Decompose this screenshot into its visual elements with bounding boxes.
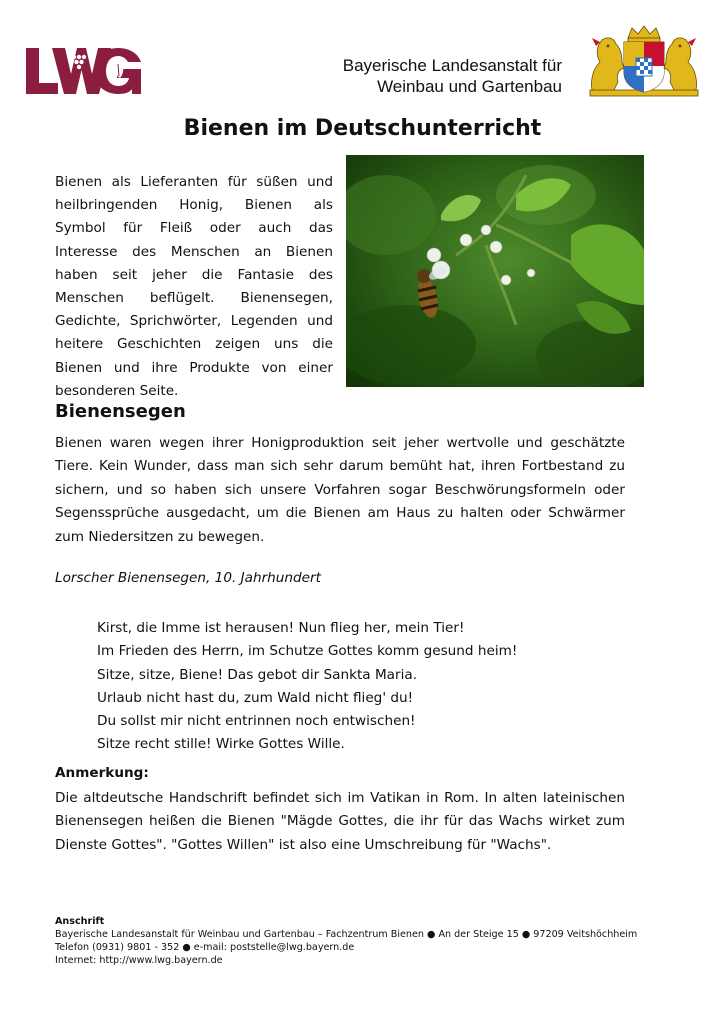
poem-line: Sitze, sitze, Biene! Das gebot dir Sankta Maria.	[97, 666, 418, 683]
footer-internet-line: Internet: http://www.lwg.bayern.de	[55, 955, 223, 966]
section-paragraph: Bienen waren wegen ihrer Honigproduktion seit jeher wertvolle und geschätzte Tiere. Kein Wunder, dass man sich sehr darum bemüht hat, ihren Fortbestand zu sichern, und so haben sich unsere Vorfahren sogar Beschwörungsformeln oder Segenssprüche ausgedacht, um die Bienen am Haus zu halten oder Schwärmer zum Niedersitzen zu bewegen.	[55, 435, 625, 545]
section-heading: Bienensegen	[55, 401, 186, 422]
poem-source: Lorscher Bienensegen, 10. Jahrhundert	[55, 570, 321, 586]
institution-name	[343, 55, 562, 97]
footer-address	[55, 915, 637, 967]
note-paragraph: Die altdeutsche Handschrift befindet sich im Vatikan in Rom. In alten lateinischen Bienensegen heißen die Bienen "Mägde Gottes, die ihr für das Wachs wirket zum Dienste Gottes". "Gottes Willen" ist also eine Umschreibung für "Wachs".	[55, 790, 625, 853]
institution-line-1: Bayerische Landesanstalt für	[342, 56, 562, 75]
institution-line-2: Weinbau und Gartenbau	[377, 77, 562, 96]
footer-address-line: Bayerische Landesanstalt für Weinbau und Gartenbau – Fachzentrum Bienen ● An der Steige 15 ● 97209 Veitshöchheim	[55, 929, 638, 940]
intro-paragraph: Bienen als Lieferanten für süßen und heilbringenden Honig, Bienen als Symbol für Fleiß oder auch das Interesse des Menschen an Bienen haben seit jeher die Fantasie des Menschen beflügelt. Bienensegen, Gedichte, Sprichwörter, Legenden und heitere Geschichten zeigen uns die Bienen und ihre Produkte von einer besonderen Seite.	[55, 174, 333, 399]
bee-on-blossom-photo	[346, 155, 644, 387]
bavarian-coat-of-arms	[584, 24, 704, 98]
footer-contact-line: Telefon (0931) 9801 - 352 ● e-mail: poststelle@lwg.bayern.de	[55, 942, 355, 953]
poem-line: Urlaub nicht hast du, zum Wald nicht flieg' du!	[97, 689, 414, 706]
footer-heading: Anschrift	[55, 916, 105, 927]
page-title: Bienen im Deutschunterricht	[183, 116, 542, 141]
lwg-logo	[26, 48, 141, 94]
poem	[97, 617, 517, 757]
poem-line: Kirst, die Imme ist herausen! Nun flieg her, mein Tier!	[97, 620, 465, 636]
poem-line: Sitze recht stille! Wirke Gottes Wille.	[97, 736, 345, 753]
poem-line: Im Frieden des Herrn, im Schutze Gottes komm gesund heim!	[97, 643, 518, 660]
poem-line: Du sollst mir nicht entrinnen noch entwischen!	[97, 713, 416, 730]
note-heading: Anmerkung:	[55, 765, 149, 781]
